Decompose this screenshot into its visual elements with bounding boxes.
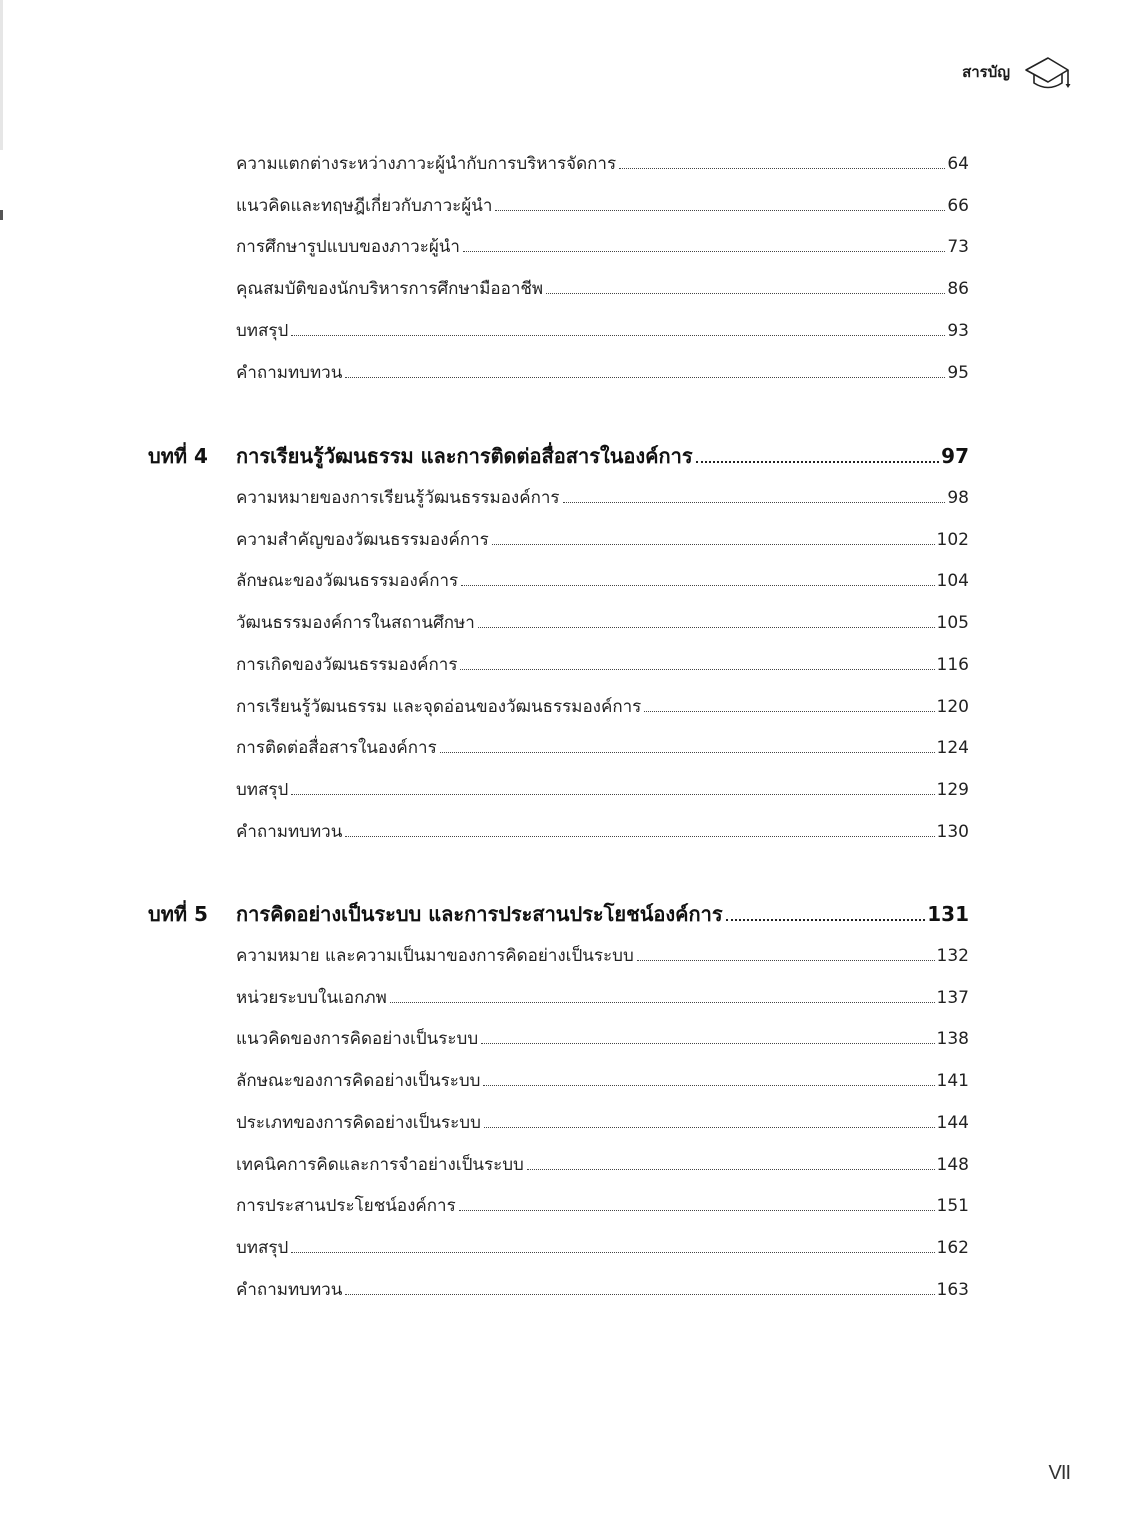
dot-leader [459,1209,935,1211]
page-number: VII [1048,1462,1070,1484]
dot-leader [440,751,935,753]
dot-leader [546,292,945,294]
chapter-page-number: 131 [927,902,969,926]
toc-entry-title: คำถามทบทวน [236,821,343,842]
toc-entry [236,191,969,221]
toc-entry [236,941,969,971]
toc-entry-page: 151 [936,1196,969,1217]
toc-entry-page: 137 [936,987,969,1008]
toc-entry-page: 120 [936,696,969,717]
toc-entry-page: 102 [936,529,969,550]
toc-entry-title: การติดต่อสื่อสารในองค์การ [236,738,437,759]
toc-entry-title: ประเภทของการคิดอย่างเป็นระบบ [236,1112,481,1133]
toc-entry [236,1066,969,1096]
header-title: สารบัญ [962,63,1010,81]
toc-entry-page: 144 [936,1112,969,1133]
toc-entry-title: หน่วยระบบในเอกภพ [236,987,387,1008]
toc-entry-title: แนวคิดและทฤษฎีเกี่ยวกับภาวะผู้นำ [236,195,493,216]
toc-entry-title: เทคนิคการคิดและการจำอย่างเป็นระบบ [236,1154,524,1175]
toc-entry-title: คุณสมบัติของนักบริหารการศึกษามืออาชีพ [236,279,544,300]
toc-entry-title: ความสำคัญของวัฒนธรรมองค์การ [236,529,489,550]
toc-entry [236,149,969,179]
chapter-title: การคิดอย่างเป็นระบบ และการประสานประโยชน์องค์การ [236,902,723,926]
toc-entry-page: 95 [947,362,969,383]
toc-entry [236,1150,969,1180]
dot-leader [527,1168,935,1170]
toc-entry-page: 66 [947,195,969,216]
page-edge-shadow [0,0,3,150]
toc-entry-page: 98 [947,488,969,508]
toc-entry-page: 141 [936,1071,969,1092]
toc-entry [236,1275,969,1305]
toc-entry [236,1024,969,1054]
dot-leader [390,1001,935,1003]
dot-leader [619,167,945,169]
toc-entry [236,232,969,262]
toc-entry [236,1233,969,1263]
toc-entry [236,316,969,346]
dot-leader [481,1042,934,1044]
toc-entry-page: 64 [947,154,969,174]
dot-leader [483,1084,934,1086]
dot-leader [345,376,945,378]
chapter-number: บทที่ 4 [148,444,208,468]
graduation-cap-icon [1022,52,1072,92]
dot-leader [345,835,934,837]
toc-entry [236,525,969,555]
toc-entry [236,358,969,388]
toc-entry [236,566,969,596]
toc-entry-title: ความหมาย และความเป็นมาของการคิดอย่างเป็นระบบ [236,946,634,966]
chapter-heading [148,897,969,931]
running-header [962,52,1072,92]
dot-leader [345,1293,934,1295]
toc-entry-page: 86 [947,279,969,300]
toc-entry-page: 162 [936,1237,969,1258]
toc-entry-page: 73 [947,237,969,258]
dot-leader [463,250,945,252]
toc-entry [236,775,969,805]
toc-entry-page: 129 [936,779,969,800]
toc-entry [236,817,969,847]
dot-leader [563,501,946,503]
toc-entry-title: วัฒนธรรมองค์การในสถานศึกษา [236,613,475,634]
toc-entry-title: บทสรุป [236,1237,289,1258]
toc-entry [236,608,969,638]
toc-entry [236,1108,969,1138]
toc-entry-title: ลักษณะของวัฒนธรรมองค์การ [236,571,459,592]
dot-leader [495,209,945,211]
toc-entry-title: การเกิดของวัฒนธรรมองค์การ [236,654,458,675]
toc-entry-title: การเรียนรู้วัฒนธรรม และจุดอ่อนของวัฒนธรรมองค์การ [236,696,642,717]
dot-leader [492,543,935,545]
dot-leader [460,668,934,670]
dot-leader [637,959,935,961]
toc-entry-title: การศึกษารูปแบบของภาวะผู้นำ [236,237,460,258]
toc-entry-page: 124 [936,738,969,759]
toc-entry [236,733,969,763]
toc-entry [236,983,969,1013]
toc-entry-title: ความหมายของการเรียนรู้วัฒนธรรมองค์การ [236,488,560,508]
toc-entry-page: 104 [936,571,969,592]
toc-entry-title: แนวคิดของการคิดอย่างเป็นระบบ [236,1029,479,1050]
toc-entry-page: 132 [936,946,969,966]
toc-entry [236,274,969,304]
toc-entry-page: 148 [936,1154,969,1175]
toc-entry-page: 163 [936,1279,969,1300]
dot-leader [291,334,945,336]
dot-leader [291,793,934,795]
toc-entry-title: การประสานประโยชน์องค์การ [236,1196,456,1217]
chapter-page-number: 97 [941,444,969,468]
toc-entry [236,692,969,722]
toc-entry-title: คำถามทบทวน [236,362,343,383]
toc-entry-page: 93 [947,320,969,341]
toc-entry-page: 116 [936,654,969,675]
toc-entry [236,1191,969,1221]
dot-leader [484,1126,935,1128]
toc-entry [236,483,969,513]
toc-entry [236,650,969,680]
dot-leader [644,710,934,712]
dot-leader [461,584,934,586]
dot-leader [726,918,926,921]
toc-entry-title: บทสรุป [236,320,289,341]
dot-leader [696,460,940,463]
chapter-number: บทที่ 5 [148,902,208,926]
toc-entry-page: 105 [936,613,969,634]
dot-leader [291,1251,934,1253]
chapter-title: การเรียนรู้วัฒนธรรม และการติดต่อสื่อสารในองค์การ [236,444,693,468]
toc-entry-page: 138 [936,1029,969,1050]
toc-entry-title: คำถามทบทวน [236,1279,343,1300]
dot-leader [478,626,935,628]
toc-entry-title: ลักษณะของการคิดอย่างเป็นระบบ [236,1071,481,1092]
toc-entry-title: บทสรุป [236,779,289,800]
chapter-heading [148,439,969,473]
toc-entry-title: ความแตกต่างระหว่างภาวะผู้นำกับการบริหารจัดการ [236,154,617,174]
toc-entry-page: 130 [936,821,969,842]
page-edge-mark [0,210,3,220]
